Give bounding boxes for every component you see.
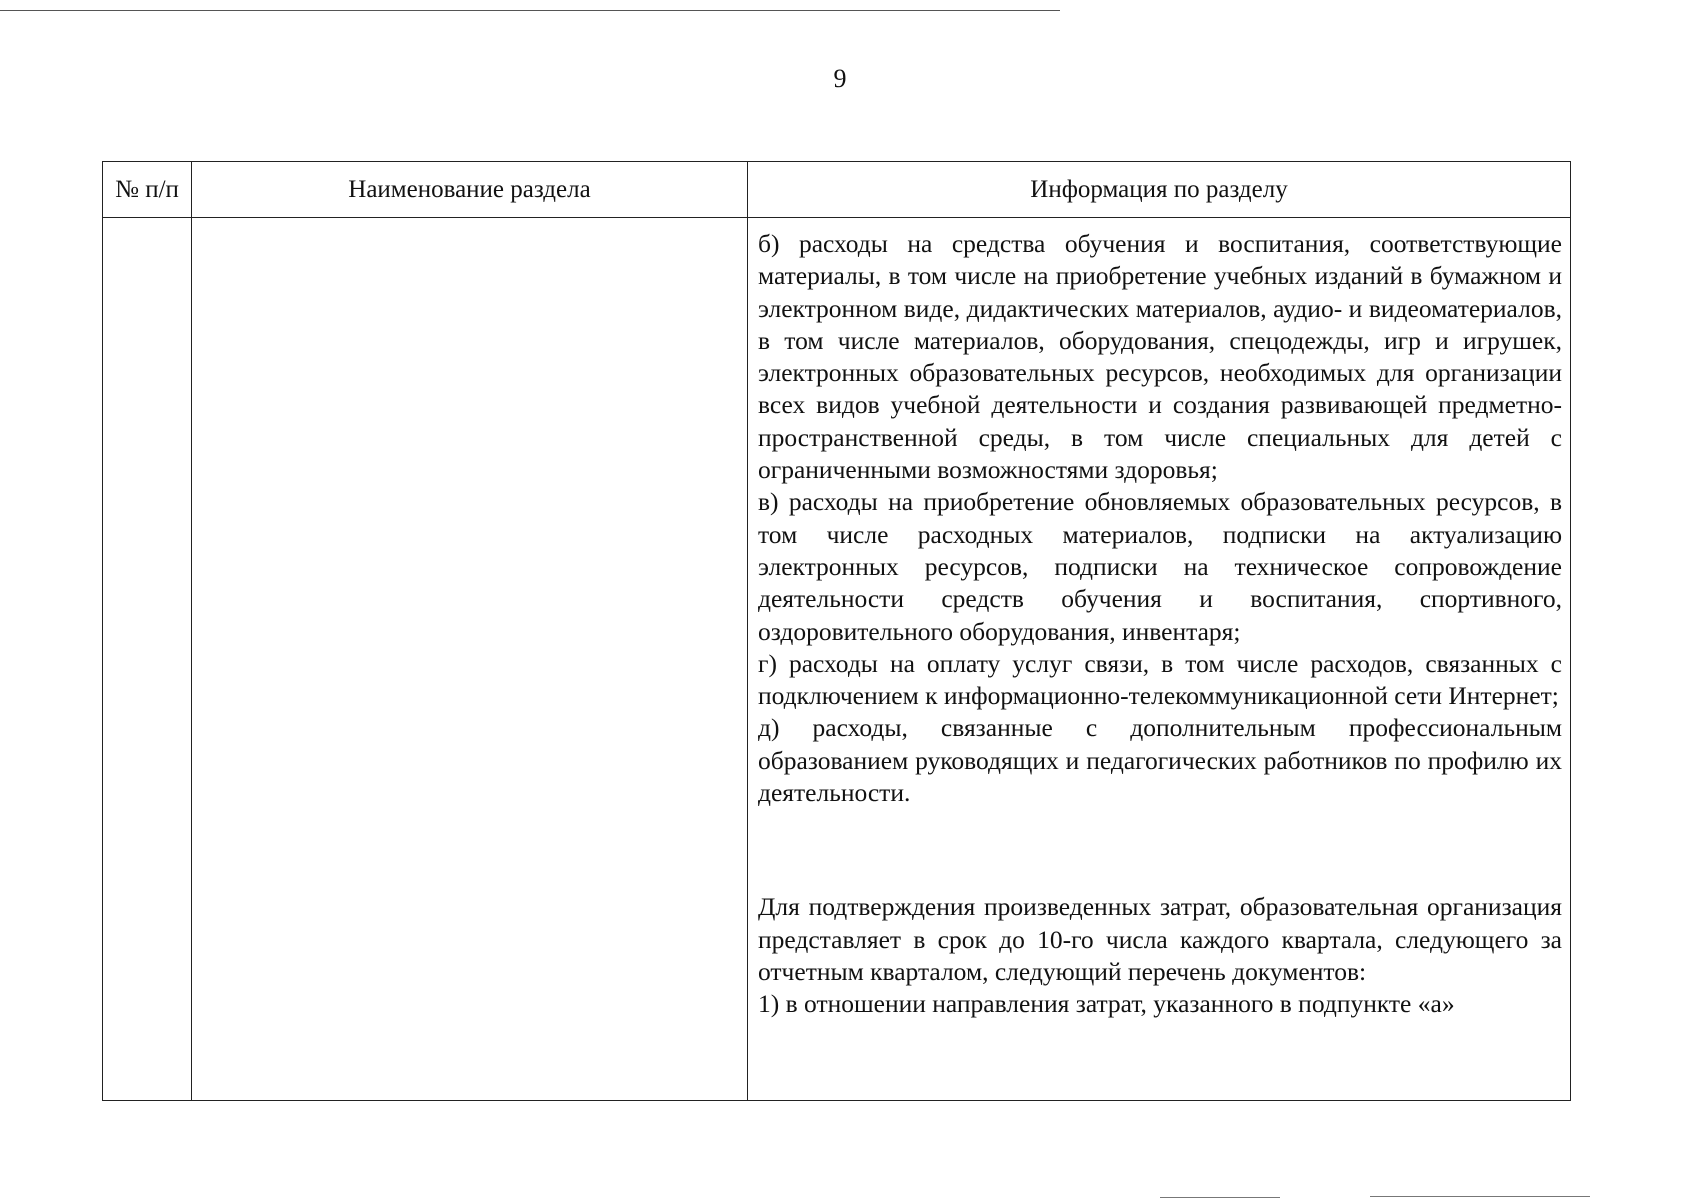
- scan-mark: [1160, 1197, 1280, 1198]
- header-section-info: Информация по разделу: [748, 162, 1571, 218]
- document-table: [102, 161, 1571, 1101]
- table-header-row: [103, 162, 1571, 218]
- info-paragraph-v: в) расходы на приобретение обновляемых образовательных ресурсов, в том числе расходных материалов, подписки на актуализацию электронных ресурсов, подписки на техническое сопровождение деятельности средств обучения и воспитания, спортивного, оздоровительного оборудования, инвентаря;: [758, 487, 1562, 646]
- info-paragraph-confirmation: Для подтверждения произведенных затрат, образовательная организация представляет в срок до 10-го числа каждого квартала, следующего за отчетным кварталом, следующий перечень документов:: [758, 892, 1562, 986]
- cell-section-name: [192, 218, 748, 1101]
- paragraph-gap: [758, 809, 1562, 891]
- cell-section-info: [748, 218, 1571, 1101]
- info-paragraph-item-1: 1) в отношении направления затрат, указанного в подпункте «а»: [758, 989, 1455, 1019]
- top-rule: [0, 10, 1060, 11]
- header-section-name: Наименование раздела: [192, 162, 748, 218]
- page-number: 9: [833, 64, 847, 93]
- section-info-text: [758, 218, 1562, 1021]
- table-row: [103, 218, 1571, 1101]
- cell-number: [103, 218, 192, 1101]
- info-paragraph-d: д) расходы, связанные с дополнительным профессиональным образованием руководящих и педагогических работников по профилю их деятельности.: [758, 713, 1562, 808]
- scan-mark: [1370, 1196, 1590, 1197]
- header-number: № п/п: [103, 162, 192, 218]
- info-paragraph-g: г) расходы на оплату услуг связи, в том числе расходов, связанных с подключением к информационно-телекоммуникационной сети Интернет;: [758, 648, 1562, 711]
- info-paragraph-b: б) расходы на средства обучения и воспитания, соответствующие материалы, в том числе на приобретение учебных изданий в бумажном и электронном виде, дидактических материалов, аудио- и видеоматериалов, в том числе материалов, оборудования, спецодежды, игр и игрушек, электронных образовательных ресурсов, необходимых для организации всех видов учебной деятельности и создания развивающей предметно-пространственной среды, в том числе специальных для детей с ограниченными возможностями здоровья;: [758, 229, 1562, 485]
